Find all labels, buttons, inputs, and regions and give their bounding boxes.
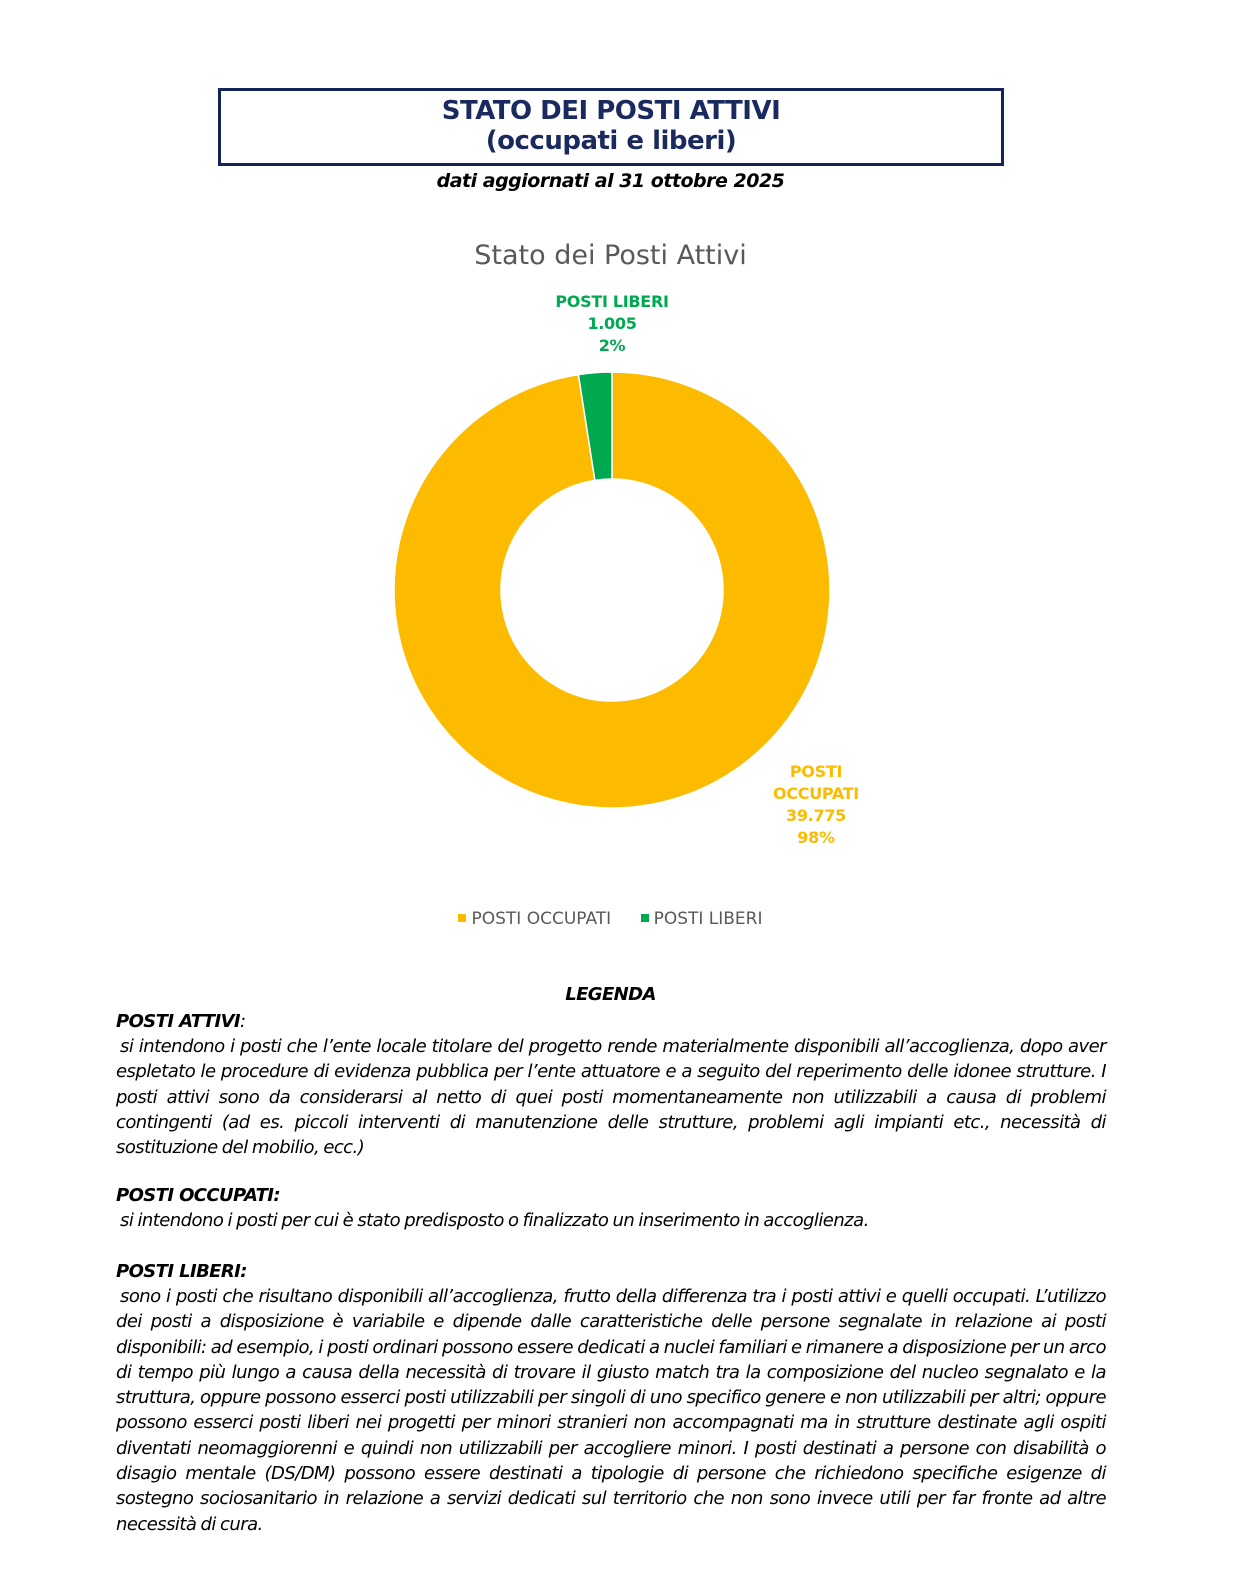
chart-title: Stato dei Posti Attivi: [474, 240, 747, 271]
definition-term: [116, 1010, 1106, 1034]
definition-term: POSTI LIBERI:: [116, 1261, 247, 1282]
definition-text: si intendono i posti che l’ente locale titolare del progetto rende materialmente disponibili all’accoglienza, dopo aver espletato le procedure di evidenza pubblica per l’ente attuatore e a seguito del reperimento delle idonee strutture. I posti attivi sono da considerarsi al netto di quei posti momentaneamente non utilizzabili a causa di problemi contingenti (ad es. piccoli interventi di manutenzione delle strutture, problemi agli impianti etc., necessità di sostituzione del mobilio, ecc.): [116, 1036, 1106, 1159]
chart-legend: [0, 909, 1221, 929]
label-occupati-pct: 98%: [797, 828, 835, 847]
label-occupati-name1: POSTI: [789, 762, 843, 781]
definition-posti-occupati: [116, 1184, 1106, 1233]
page-title: STATO DEI POSTI ATTIVI: [441, 96, 781, 126]
definition-posti-attivi: [116, 1010, 1106, 1160]
legend-swatch-occupati-icon: [458, 914, 466, 922]
label-liberi-value: 1.005: [587, 314, 637, 333]
definition-posti-liberi: [116, 1260, 1106, 1537]
label-liberi-pct: 2%: [598, 336, 626, 355]
legend-item-occupati: [458, 909, 611, 929]
term-text: POSTI ATTIVI: [116, 1011, 241, 1032]
donut-slices: [394, 372, 830, 808]
term-suffix: :: [240, 1011, 246, 1032]
page-subtitle: (occupati e liberi): [485, 126, 737, 156]
legend-label-occupati: POSTI OCCUPATI: [471, 909, 612, 929]
label-liberi-name: POSTI LIBERI: [555, 292, 669, 311]
legend-item-liberi: [641, 909, 763, 929]
label-occupati-value: 39.775: [786, 806, 846, 825]
update-date: dati aggiornati al 31 ottobre 2025: [436, 170, 785, 192]
data-label-liberi: [500, 291, 724, 357]
label-occupati-name2: OCCUPATI: [773, 784, 859, 803]
legend-swatch-liberi-icon: [641, 914, 649, 922]
legenda-heading: LEGENDA: [565, 984, 656, 1005]
definition-text: sono i posti che risultano disponibili all’accoglienza, frutto della differenza tra i posti attivi e quelli occupati. L’utilizzo dei posti a disposizione è variabile e dipende dalle caratteristiche delle persone segnalate in relazione ai posti disponibili: ad esempio, i posti ordinari possono essere dedicati a nuclei familiari e rimanere a disposizione per un arco di tempo più lungo a causa della necessità di trovare il giusto match tra la composizione del nucleo segnalato e la struttura, oppure possono esserci posti utilizzabili per singoli di uno specifico genere e non utilizzabili per altri; oppure possono esserci posti liberi nei progetti per minori stranieri non accompagnati ma in strutture destinate agli ospiti diventati neomaggiorenni e quindi non utilizzabili per accogliere minori. I posti destinati a persone con disabilità o disagio mentale (DS/DM) possono essere destinati a tipologie di persone che richiedono specifiche esigenze di sostegno sociosanitario in relazione a servizi dedicati sul territorio che non sono invece utili per far fronte ad altre necessità di cura.: [116, 1286, 1106, 1535]
definition-term: POSTI OCCUPATI:: [116, 1185, 280, 1206]
definition-text: si intendono i posti per cui è stato predisposto o finalizzato un inserimento in accoglienza.: [120, 1210, 869, 1231]
data-label-occupati: [756, 761, 876, 849]
legend-label-liberi: POSTI LIBERI: [653, 909, 763, 929]
